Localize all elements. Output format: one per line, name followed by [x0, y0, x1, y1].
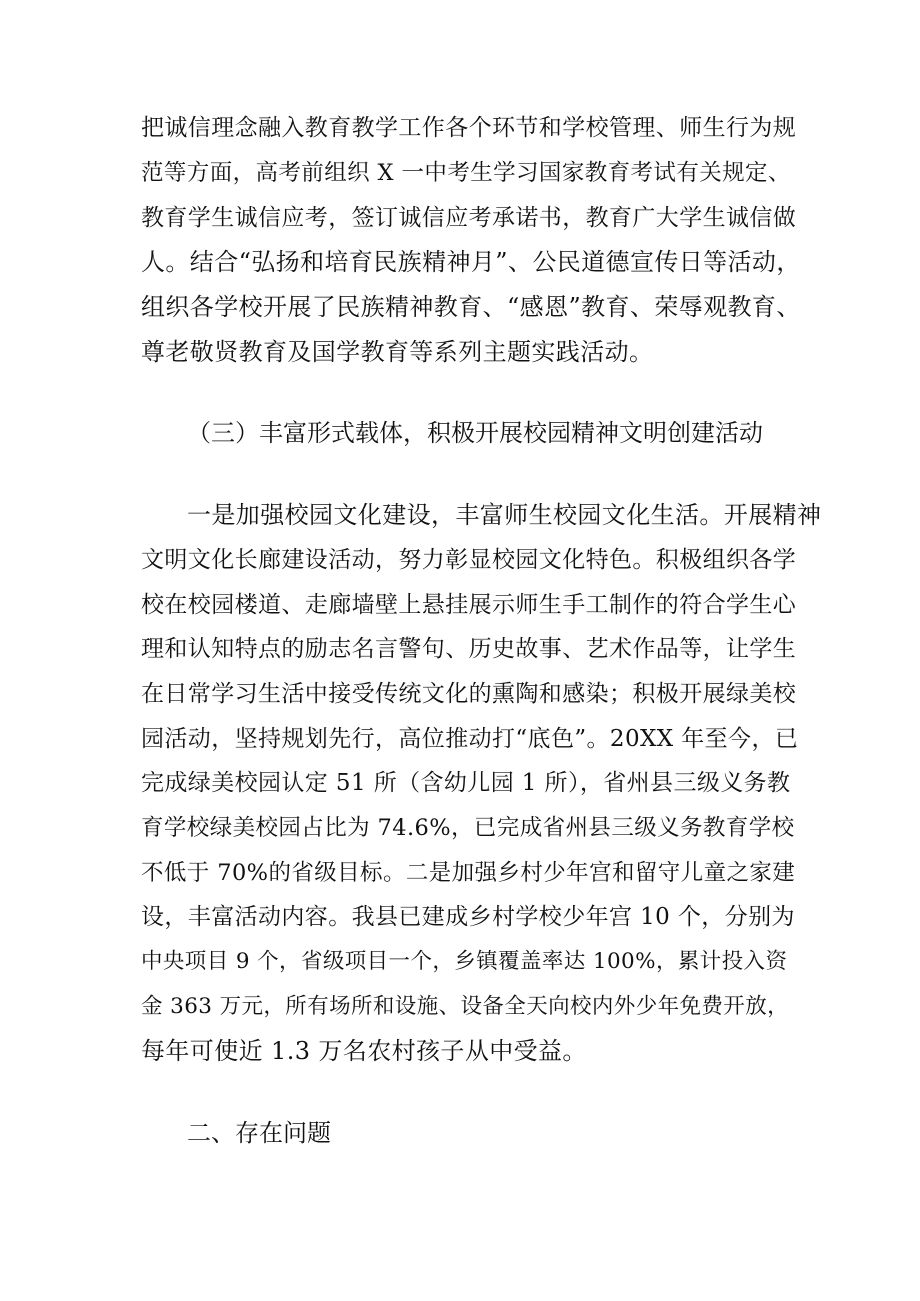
paragraph-line: 在日常学习生活中接受传统文化的熏陶和感染；积极开展绿美校: [141, 681, 797, 707]
paragraph-line: 中央项目 9 个，省级项目一个，乡镇覆盖率达 100%，累计投入资: [141, 949, 788, 974]
paragraph-line: 金 363 万元，所有场所和设施、设备全天向校内外少年免费开放，: [141, 994, 790, 1019]
paragraph-line: 每年可使近 1.3 万名农村孩子从中受益。: [141, 1037, 587, 1065]
section-heading-2: 二、存在问题: [187, 1119, 331, 1147]
paragraph-line: 完成绿美校园认定 51 所（含幼儿园 1 所），省州县三级义务教: [141, 770, 791, 796]
paragraph-line: 理和认知特点的励志名言警句、历史故事、艺术作品等，让学生: [141, 636, 797, 662]
paragraph-line: 文明文化长廊建设活动，努力彰显校园文化特色。积极组织各学: [141, 547, 797, 573]
paragraph-line: 教育学生诚信应考，签订诚信应考承诺书，教育广大学生诚信做: [141, 205, 797, 231]
section-heading-3: （三）丰富形式载体，积极开展校园精神文明创建活动: [187, 419, 763, 447]
paragraph-line: 人。结合“弘扬和培育民族精神月”、公民道德宣传日等活动，: [141, 248, 801, 276]
paragraph-line: 育学校绿美校园占比为 74.6%，已完成省州县三级义务教育学校: [141, 815, 795, 841]
paragraph-line: 把诚信理念融入教育教学工作各个环节和学校管理、师生行为规: [141, 115, 797, 141]
paragraph-line: 一是加强校园文化建设，丰富师生校园文化生活。开展精神: [187, 501, 822, 529]
paragraph-line: 校在校园楼道、走廊墙壁上悬挂展示师生手工制作的符合学生心: [141, 592, 797, 618]
paragraph-line: 范等方面，高考前组织 X 一中考生学习国家教育考试有关规定、: [141, 160, 791, 186]
paragraph-line: 不低于 70%的省级目标。二是加强乡村少年宫和留守儿童之家建: [141, 860, 796, 886]
paragraph-line: 设，丰富活动内容。我县已建成乡村学校少年宫 10 个，分别为: [141, 904, 795, 930]
paragraph-line: 园活动，坚持规划先行，高位推动打“底色”。20XX 年至今，已: [141, 726, 799, 752]
paragraph-line: 组织各学校开展了民族精神教育、“感恩”教育、荣辱观教育、: [141, 293, 801, 321]
paragraph-line: 尊老敬贤教育及国学教育等系列主题实践活动。: [141, 338, 654, 366]
